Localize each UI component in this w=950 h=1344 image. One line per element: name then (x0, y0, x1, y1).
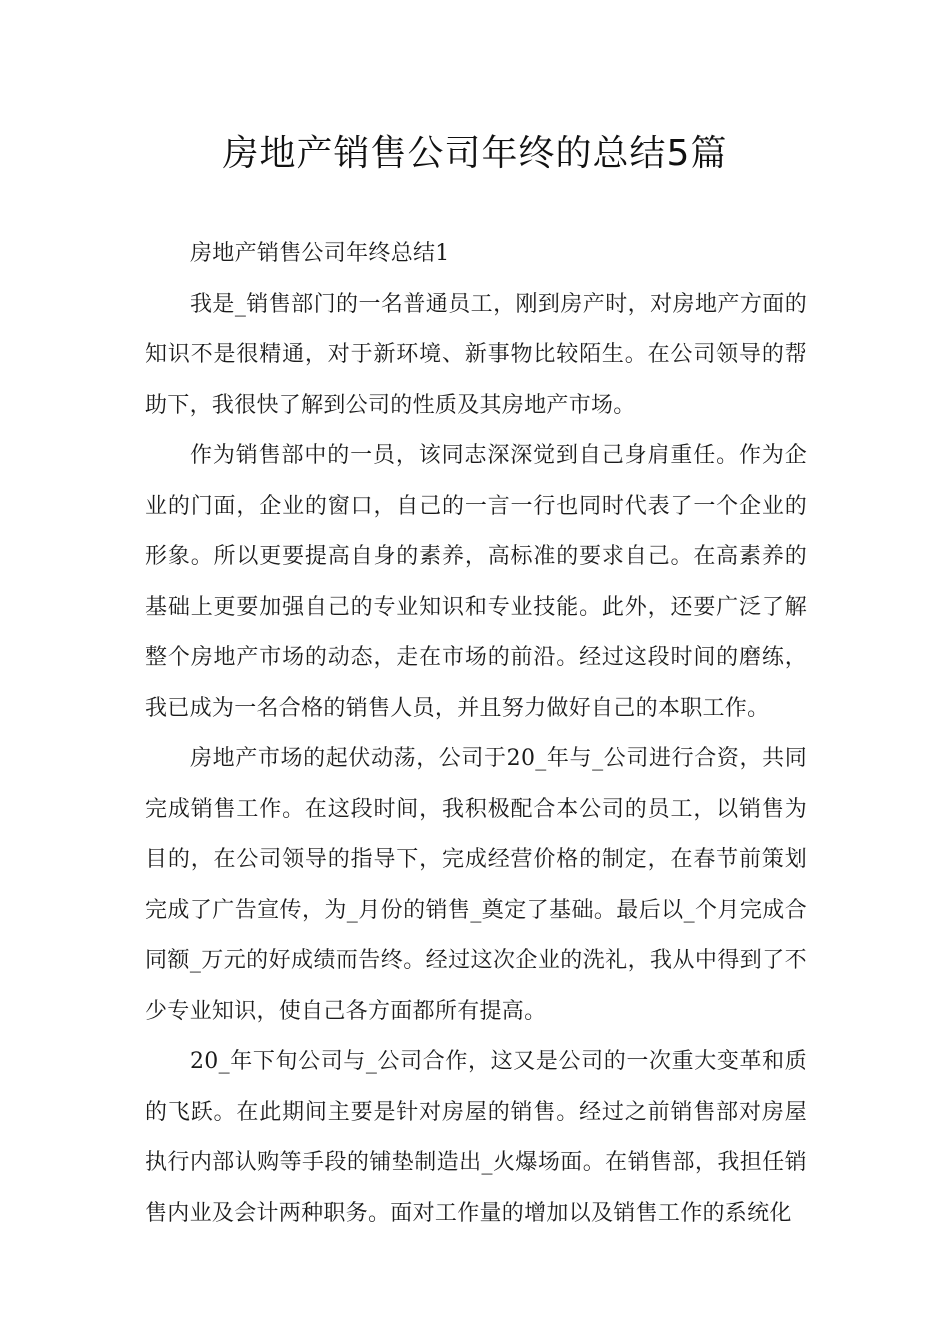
document-title: 房地产销售公司年终的总结5篇 (222, 133, 728, 174)
paragraph-3: 房地产市场的起伏动荡，公司于20_年与_公司进行合资，共同完成销售工作。在这段时间，我积极配合本公司的员工，以销售为目的，在公司领导的指导下，完成经营价格的制定，在春节前策划完成了广告宣传，为_月份的销售_奠定了基础。最后以_个月完成合同额_万元的好成绩而告终。经过这次企业的洗礼，我从中得到了不少专业知识，使自己各方面都所有提高。 (145, 746, 807, 1024)
section-heading: 房地产销售公司年终总结1 (190, 241, 450, 266)
paragraph-2: 作为销售部中的一员，该同志深深觉到自己身肩重任。作为企业的门面，企业的窗口，自己的一言一行也同时代表了一个企业的形象。所以更要提高自身的素养，高标准的要求自己。在高素养的基础上更要加强自己的专业知识和专业技能。此外，还要广泛了解整个房地产市场的动态，走在市场的前沿。经过这段时间的磨练，我已成为一名合格的销售人员，并且努力做好自己的本职工作。 (145, 443, 807, 721)
document-body (145, 229, 807, 1239)
paragraph-4: 20_年下旬公司与_公司合作，这又是公司的一次重大变革和质的飞跃。在此期间主要是针对房屋的销售。经过之前销售部对房屋执行内部认购等手段的铺垫制造出_火爆场面。在销售部，我担任销售内业及会计两种职务。面对工作量的增加以及销售工作的系统化 (145, 1049, 807, 1226)
paragraph-1: 我是_销售部门的一名普通员工，刚到房产时，对房地产方面的知识不是很精通，对于新环境、新事物比较陌生。在公司领导的帮助下，我很快了解到公司的性质及其房地产市场。 (145, 291, 807, 418)
